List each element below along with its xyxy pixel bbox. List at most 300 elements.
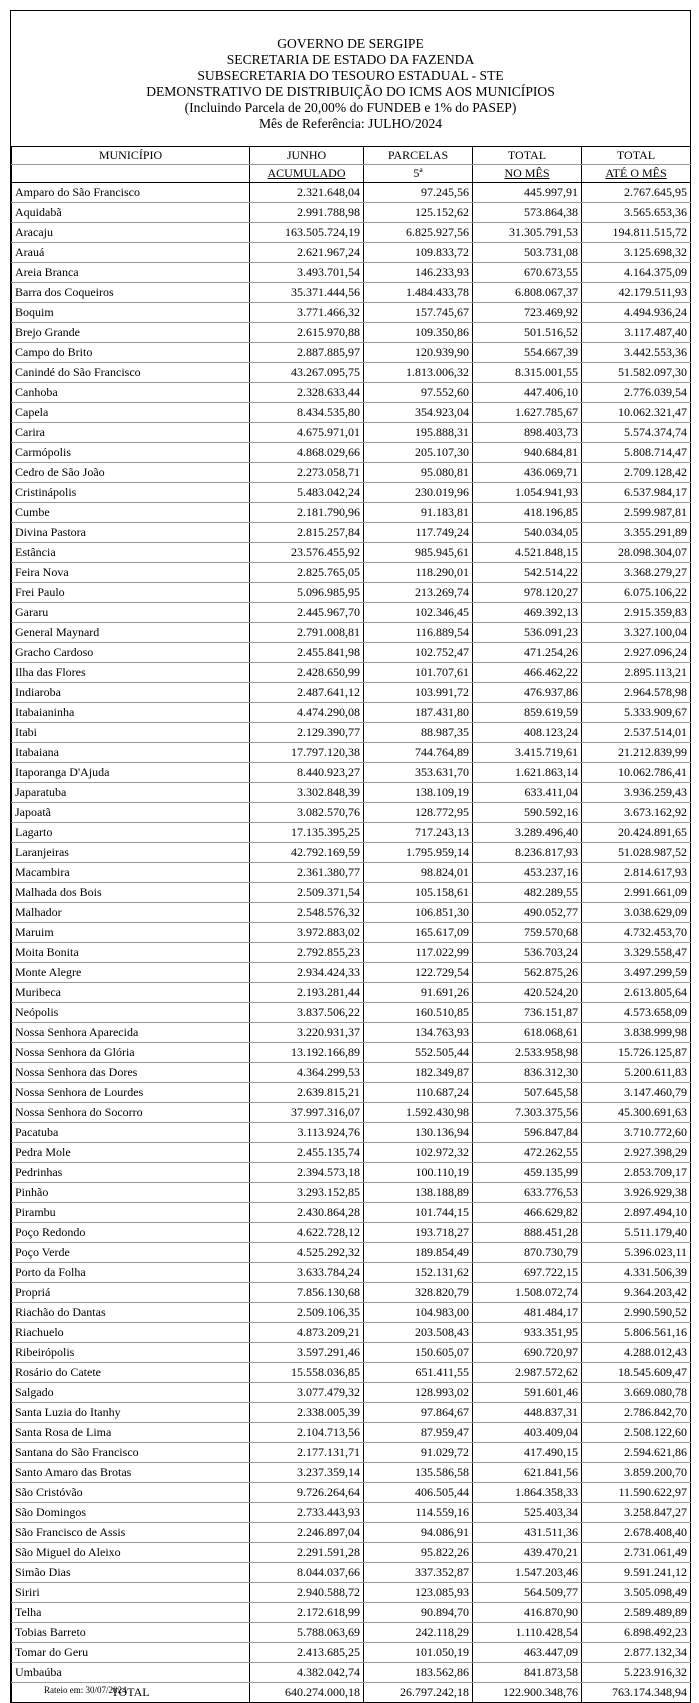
total-ate-o-mes: 5.808.714,47 (582, 443, 691, 463)
footnote-rateio-date: Rateio em: 30/07/2024 (44, 1685, 127, 1695)
header-subsecretariat: SUBSECRETARIA DO TESOURO ESTADUAL - STE (197, 68, 504, 83)
table-row (12, 323, 691, 343)
total-ate-o-mes: 5.511.179,40 (582, 1223, 691, 1243)
total-no-mes: 564.509,77 (473, 1583, 582, 1603)
municipio-name: Umbaúba (12, 1663, 250, 1683)
total-no-mes: 463.447,09 (473, 1643, 582, 1663)
municipio-name: Tomar do Geru (12, 1643, 250, 1663)
municipio-name: Nossa Senhora da Glória (12, 1043, 250, 1063)
total-ate-o-mes: 4.732.453,70 (582, 923, 691, 943)
table-row (12, 743, 691, 763)
municipio-name: Canhoba (12, 383, 250, 403)
junho-acumulado: 2.940.588,72 (250, 1583, 364, 1603)
total-no-mes: 1.110.428,54 (473, 1623, 582, 1643)
total-ate-o-mes: 3.936.259,43 (582, 783, 691, 803)
junho-acumulado: 2.328.633,44 (250, 383, 364, 403)
parcela-5: 116.889,54 (364, 623, 473, 643)
total-no-mes: 562.875,26 (473, 963, 582, 983)
municipio-name: Neópolis (12, 1003, 250, 1023)
col-subheader-municipio (12, 165, 250, 183)
junho-acumulado: 2.193.281,44 (250, 983, 364, 1003)
table-row (12, 543, 691, 563)
parcela-5: 110.687,24 (364, 1083, 473, 1103)
total-ate-o-mes: 5.806.561,16 (582, 1323, 691, 1343)
total-ate-o-mes: 3.368.279,27 (582, 563, 691, 583)
total-no-mes: 490.052,77 (473, 903, 582, 923)
parcela-5: 406.505,44 (364, 1483, 473, 1503)
junho-acumulado: 2.428.650,99 (250, 663, 364, 683)
table-row (12, 1203, 691, 1223)
total-ate-o-mes: 21.212.839,99 (582, 743, 691, 763)
total-ate-o-mes: 2.508.122,60 (582, 1423, 691, 1443)
junho-acumulado: 2.104.713,56 (250, 1423, 364, 1443)
table-row (12, 563, 691, 583)
junho-acumulado: 2.413.685,25 (250, 1643, 364, 1663)
header-government: GOVERNO DE SERGIPE (277, 36, 424, 51)
total-no-mes: 888.451,28 (473, 1223, 582, 1243)
municipio-name: Siriri (12, 1583, 250, 1603)
parcela-5: 189.854,49 (364, 1243, 473, 1263)
municipio-name: Muribeca (12, 983, 250, 1003)
total-ate-o-mes: 2.709.128,42 (582, 463, 691, 483)
junho-acumulado: 2.792.855,23 (250, 943, 364, 963)
header-reference-month: Mês de Referência: JULHO/2024 (258, 116, 443, 131)
table-row (12, 1503, 691, 1523)
table-row (12, 343, 691, 363)
municipio-name: Arauá (12, 243, 250, 263)
junho-acumulado: 3.302.848,39 (250, 783, 364, 803)
total-ate-o-mes: 3.125.698,32 (582, 243, 691, 263)
total-ate-o-mes: 2.594.621,86 (582, 1443, 691, 1463)
total-ate-o-mes: 2.776.039,54 (582, 383, 691, 403)
total-ate-o-mes: 2.589.489,89 (582, 1603, 691, 1623)
table-row (12, 583, 691, 603)
parcela-5: 6.825.927,56 (364, 223, 473, 243)
municipio-name: Amparo do São Francisco (12, 183, 250, 203)
municipio-name: Aracaju (12, 223, 250, 243)
parcela-5: 213.269,74 (364, 583, 473, 603)
parcela-5: 95.822,26 (364, 1543, 473, 1563)
total-ate-o-mes: 45.300.691,63 (582, 1103, 691, 1123)
total-ate-o-mes: 28.098.304,07 (582, 543, 691, 563)
table-row (12, 1283, 691, 1303)
total-ate-o-mes: 2.613.805,64 (582, 983, 691, 1003)
total-ate-o-mes: 20.424.891,65 (582, 823, 691, 843)
parcela-5: 205.107,30 (364, 443, 473, 463)
total-ate-o-mes: 6.075.106,22 (582, 583, 691, 603)
municipio-name: Estância (12, 543, 250, 563)
parcela-5: 150.605,07 (364, 1343, 473, 1363)
municipio-name: Cedro de São João (12, 463, 250, 483)
parcela-5: 102.346,45 (364, 603, 473, 623)
total-no-mes: 670.673,55 (473, 263, 582, 283)
table-row (12, 783, 691, 803)
total-ate-o-mes: 5.333.909,67 (582, 703, 691, 723)
junho-acumulado: 15.558.036,85 (250, 1363, 364, 1383)
total-ate-o-mes: 2.731.061,49 (582, 1543, 691, 1563)
parcela-5: 128.993,02 (364, 1383, 473, 1403)
municipio-name: Divina Pastora (12, 523, 250, 543)
table-row (12, 963, 691, 983)
parcela-5: 146.233,93 (364, 263, 473, 283)
parcela-5: 95.080,81 (364, 463, 473, 483)
table-row (12, 763, 691, 783)
total-no-mes: 4.521.848,15 (473, 543, 582, 563)
total-ate-o-mes: 6.898.492,23 (582, 1623, 691, 1643)
parcela-5: 165.617,09 (364, 923, 473, 943)
total-ate-o-mes: 2.897.494,10 (582, 1203, 691, 1223)
municipio-name: Nossa Senhora do Socorro (12, 1103, 250, 1123)
junho-acumulado: 17.135.395,25 (250, 823, 364, 843)
municipio-name: Monte Alegre (12, 963, 250, 983)
table-row (12, 483, 691, 503)
table-row (12, 1103, 691, 1123)
total-no-mes: 633.776,53 (473, 1183, 582, 1203)
parcela-5: 1.592.430,98 (364, 1103, 473, 1123)
municipio-name: Laranjeiras (12, 843, 250, 863)
junho-acumulado: 2.934.424,33 (250, 963, 364, 983)
junho-acumulado: 3.771.466,32 (250, 303, 364, 323)
icms-distribution-sheet (10, 10, 691, 1703)
parcela-5: 187.431,80 (364, 703, 473, 723)
total-ate-o-mes: 4.331.506,39 (582, 1263, 691, 1283)
parcela-5: 985.945,61 (364, 543, 473, 563)
table-row (12, 683, 691, 703)
municipio-name: Macambira (12, 863, 250, 883)
total-no-mes: 1.864.358,33 (473, 1483, 582, 1503)
junho-acumulado: 2.455.135,74 (250, 1143, 364, 1163)
municipio-name: Areia Branca (12, 263, 250, 283)
header-report-title: DEMONSTRATIVO DE DISTRIBUIÇÃO DO ICMS AOS MUNICÍPIOS (146, 84, 555, 99)
junho-acumulado: 4.525.292,32 (250, 1243, 364, 1263)
junho-acumulado: 2.825.765,05 (250, 563, 364, 583)
table-row (12, 1043, 691, 1063)
municipio-name: Carira (12, 423, 250, 443)
junho-acumulado: 17.797.120,38 (250, 743, 364, 763)
municipio-name: Japaratuba (12, 783, 250, 803)
table-row (12, 923, 691, 943)
parcela-5: 109.833,72 (364, 243, 473, 263)
parcela-5: 354.923,04 (364, 403, 473, 423)
total-no-mes: 8.236.817,93 (473, 843, 582, 863)
municipio-name: São Francisco de Assis (12, 1523, 250, 1543)
parcela-5: 101.707,61 (364, 663, 473, 683)
table-row (12, 1343, 691, 1363)
total-ate-o-mes: 2.599.987,81 (582, 503, 691, 523)
table-row (12, 883, 691, 903)
total-ate-o-mes: 4.164.375,09 (582, 263, 691, 283)
junho-acumulado: 5.096.985,95 (250, 583, 364, 603)
header-report-note: (Incluindo Parcela de 20,00% do FUNDEB e 1% do PASEP) (184, 100, 517, 115)
total-no-mes: 122.900.348,76 (473, 1683, 582, 1703)
junho-acumulado: 42.792.169,59 (250, 843, 364, 863)
total-ate-o-mes: 3.838.999,98 (582, 1023, 691, 1043)
table-row (12, 1183, 691, 1203)
municipio-name: Poço Redondo (12, 1223, 250, 1243)
parcela-5: 1.484.433,78 (364, 283, 473, 303)
table-row (12, 663, 691, 683)
municipio-name: Cumbe (12, 503, 250, 523)
total-no-mes: 418.196,85 (473, 503, 582, 523)
parcela-5: 337.352,87 (364, 1563, 473, 1583)
document-header (11, 11, 690, 147)
table-row (12, 983, 691, 1003)
parcela-5: 98.824,01 (364, 863, 473, 883)
parcela-5: 97.552,60 (364, 383, 473, 403)
table-row (12, 1123, 691, 1143)
total-ate-o-mes: 51.582.097,30 (582, 363, 691, 383)
total-ate-o-mes: 42.179.511,93 (582, 283, 691, 303)
parcela-5: 102.972,32 (364, 1143, 473, 1163)
total-ate-o-mes: 9.364.203,42 (582, 1283, 691, 1303)
municipio-name: Lagarto (12, 823, 250, 843)
municipio-name: General Maynard (12, 623, 250, 643)
table-row (12, 623, 691, 643)
total-no-mes: 481.484,17 (473, 1303, 582, 1323)
parcela-5: 105.158,61 (364, 883, 473, 903)
junho-acumulado: 2.394.573,18 (250, 1163, 364, 1183)
junho-acumulado: 3.493.701,54 (250, 263, 364, 283)
total-ate-o-mes: 3.327.100,04 (582, 623, 691, 643)
total-no-mes: 471.254,26 (473, 643, 582, 663)
parcela-5: 90.894,70 (364, 1603, 473, 1623)
junho-acumulado: 3.597.291,46 (250, 1343, 364, 1363)
junho-acumulado: 2.887.885,97 (250, 343, 364, 363)
table-row (12, 1463, 691, 1483)
table-row (12, 1443, 691, 1463)
table-row (12, 1603, 691, 1623)
municipio-name: Boquim (12, 303, 250, 323)
parcela-5: 157.745,67 (364, 303, 473, 323)
total-no-mes: 3.289.496,40 (473, 823, 582, 843)
parcela-5: 104.983,00 (364, 1303, 473, 1323)
junho-acumulado: 3.293.152,85 (250, 1183, 364, 1203)
total-no-mes: 416.870,90 (473, 1603, 582, 1623)
municipio-name: Pacatuba (12, 1123, 250, 1143)
table-row (12, 603, 691, 623)
table-row (12, 363, 691, 383)
table-row (12, 263, 691, 283)
junho-acumulado: 2.430.864,28 (250, 1203, 364, 1223)
municipio-name: Ribeirópolis (12, 1343, 250, 1363)
junho-acumulado: 2.815.257,84 (250, 523, 364, 543)
junho-acumulado: 3.077.479,32 (250, 1383, 364, 1403)
junho-acumulado: 3.633.784,24 (250, 1263, 364, 1283)
parcela-5: 353.631,70 (364, 763, 473, 783)
table-header-row-bottom (12, 165, 691, 183)
total-no-mes: 621.841,56 (473, 1463, 582, 1483)
municipio-name: Japoatã (12, 803, 250, 823)
table-row (12, 943, 691, 963)
total-ate-o-mes: 2.927.398,29 (582, 1143, 691, 1163)
col-subheader-no-mes: NO MÊS (473, 165, 582, 183)
total-ate-o-mes: 10.062.321,47 (582, 403, 691, 423)
col-subheader-acumulado: ACUMULADO (250, 165, 364, 183)
junho-acumulado: 4.474.290,08 (250, 703, 364, 723)
total-no-mes: 445.997,91 (473, 183, 582, 203)
total-no-mes: 590.592,16 (473, 803, 582, 823)
table-row (12, 1543, 691, 1563)
municipio-name: Propriá (12, 1283, 250, 1303)
table-row (12, 223, 691, 243)
total-no-mes: 736.151,87 (473, 1003, 582, 1023)
total-no-mes: 540.034,05 (473, 523, 582, 543)
total-ate-o-mes: 9.591.241,12 (582, 1563, 691, 1583)
total-no-mes: 978.120,27 (473, 583, 582, 603)
parcela-5: 91.029,72 (364, 1443, 473, 1463)
municipio-name: Itabaiana (12, 743, 250, 763)
table-row (12, 1423, 691, 1443)
table-row (12, 1063, 691, 1083)
parcela-5: 87.959,47 (364, 1423, 473, 1443)
total-no-mes: 1.621.863,14 (473, 763, 582, 783)
total-no-mes: 633.411,04 (473, 783, 582, 803)
col-header-total-ate: TOTAL (582, 147, 691, 165)
total-no-mes: 3.415.719,61 (473, 743, 582, 763)
junho-acumulado: 2.455.841,98 (250, 643, 364, 663)
municipio-name: Itabi (12, 723, 250, 743)
parcela-5: 109.350,86 (364, 323, 473, 343)
total-ate-o-mes: 4.288.012,43 (582, 1343, 691, 1363)
municipio-name: Poço Verde (12, 1243, 250, 1263)
table-row (12, 423, 691, 443)
parcela-5: 242.118,29 (364, 1623, 473, 1643)
total-ate-o-mes: 2.895.113,21 (582, 663, 691, 683)
table-row (12, 463, 691, 483)
table-row (12, 1263, 691, 1283)
total-ate-o-mes: 3.038.629,09 (582, 903, 691, 923)
parcela-5: 1.813.006,32 (364, 363, 473, 383)
municipio-name: Pedra Mole (12, 1143, 250, 1163)
parcela-5: 230.019,96 (364, 483, 473, 503)
parcela-5: 138.188,89 (364, 1183, 473, 1203)
parcela-5: 102.752,47 (364, 643, 473, 663)
total-ate-o-mes: 3.926.929,38 (582, 1183, 691, 1203)
parcela-5: 106.851,30 (364, 903, 473, 923)
municipio-name: Porto da Folha (12, 1263, 250, 1283)
total-no-mes: 408.123,24 (473, 723, 582, 743)
table-row (12, 283, 691, 303)
junho-acumulado: 2.509.371,54 (250, 883, 364, 903)
header-secretariat: SECRETARIA DE ESTADO DA FAZENDA (226, 52, 475, 67)
total-no-mes: 690.720,97 (473, 1343, 582, 1363)
municipio-name: Riachão do Dantas (12, 1303, 250, 1323)
junho-acumulado: 2.509.106,35 (250, 1303, 364, 1323)
table-row (12, 503, 691, 523)
municipio-name: Feira Nova (12, 563, 250, 583)
table-row (12, 903, 691, 923)
parcela-5: 552.505,44 (364, 1043, 473, 1063)
total-ate-o-mes: 6.537.984,17 (582, 483, 691, 503)
total-label: TOTAL (12, 1683, 250, 1703)
parcela-5: 122.729,54 (364, 963, 473, 983)
parcela-5: 152.131,62 (364, 1263, 473, 1283)
total-junho: 640.274.000,18 (250, 1683, 364, 1703)
total-ate-o-mes: 3.258.847,27 (582, 1503, 691, 1523)
junho-acumulado: 4.364.299,53 (250, 1063, 364, 1083)
total-no-mes: 525.403,34 (473, 1503, 582, 1523)
total-no-mes: 2.533.958,98 (473, 1043, 582, 1063)
total-no-mes: 940.684,81 (473, 443, 582, 463)
total-no-mes: 417.490,15 (473, 1443, 582, 1463)
junho-acumulado: 2.172.618,99 (250, 1603, 364, 1623)
total-no-mes: 1.627.785,67 (473, 403, 582, 423)
parcela-5: 97.245,56 (364, 183, 473, 203)
table-row (12, 303, 691, 323)
total-no-mes: 836.312,30 (473, 1063, 582, 1083)
parcela-5: 195.888,31 (364, 423, 473, 443)
total-ate-o-mes: 2.927.096,24 (582, 643, 691, 663)
table-row (12, 1163, 691, 1183)
total-ate-o-mes: 3.329.558,47 (582, 943, 691, 963)
total-no-mes: 469.392,13 (473, 603, 582, 623)
municipio-name: Canindé do São Francisco (12, 363, 250, 383)
municipio-name: Barra dos Coqueiros (12, 283, 250, 303)
total-no-mes: 8.315.001,55 (473, 363, 582, 383)
municipio-name: Rosário do Catete (12, 1363, 250, 1383)
total-no-mes: 403.409,04 (473, 1423, 582, 1443)
total-no-mes: 466.462,22 (473, 663, 582, 683)
total-no-mes: 933.351,95 (473, 1323, 582, 1343)
junho-acumulado: 2.991.788,98 (250, 203, 364, 223)
municipio-name: Salgado (12, 1383, 250, 1403)
total-no-mes: 697.722,15 (473, 1263, 582, 1283)
total-ate-o-mes: 2.537.514,01 (582, 723, 691, 743)
table-row (12, 1563, 691, 1583)
table-row (12, 1303, 691, 1323)
municipio-name: Ilha das Flores (12, 663, 250, 683)
total-no-mes: 841.873,58 (473, 1663, 582, 1683)
table-row (12, 1323, 691, 1343)
parcela-5: 651.411,55 (364, 1363, 473, 1383)
municipio-name: São Cristóvão (12, 1483, 250, 1503)
total-no-mes: 439.470,21 (473, 1543, 582, 1563)
junho-acumulado: 3.220.931,37 (250, 1023, 364, 1043)
municipio-name: Itabaianinha (12, 703, 250, 723)
junho-acumulado: 2.338.005,39 (250, 1403, 364, 1423)
total-no-mes: 7.303.375,56 (473, 1103, 582, 1123)
total-ate-o-mes: 4.573.658,09 (582, 1003, 691, 1023)
table-row (12, 1143, 691, 1163)
parcela-5: 130.136,94 (364, 1123, 473, 1143)
junho-acumulado: 3.082.570,76 (250, 803, 364, 823)
total-ate-o-mes: 3.565.653,36 (582, 203, 691, 223)
municipio-name: Capela (12, 403, 250, 423)
table-row (12, 383, 691, 403)
parcela-5: 91.691,26 (364, 983, 473, 1003)
table-row (12, 1363, 691, 1383)
total-no-mes: 2.987.572,62 (473, 1363, 582, 1383)
municipio-name: Simão Dias (12, 1563, 250, 1583)
parcela-5: 114.559,16 (364, 1503, 473, 1523)
parcela-5: 100.110,19 (364, 1163, 473, 1183)
parcela-5: 135.586,58 (364, 1463, 473, 1483)
junho-acumulado: 2.361.380,77 (250, 863, 364, 883)
total-no-mes: 476.937,86 (473, 683, 582, 703)
municipio-name: Moita Bonita (12, 943, 250, 963)
col-subheader-parcela-number: 5ª (364, 165, 473, 183)
parcela-5: 138.109,19 (364, 783, 473, 803)
parcela-5: 744.764,89 (364, 743, 473, 763)
parcela-5: 134.763,93 (364, 1023, 473, 1043)
table-header-row-top (12, 147, 691, 165)
total-no-mes: 723.469,92 (473, 303, 582, 323)
junho-acumulado: 2.615.970,88 (250, 323, 364, 343)
junho-acumulado: 2.548.576,32 (250, 903, 364, 923)
municipio-name: Santana do São Francisco (12, 1443, 250, 1463)
parcela-5: 125.152,62 (364, 203, 473, 223)
table-row (12, 243, 691, 263)
